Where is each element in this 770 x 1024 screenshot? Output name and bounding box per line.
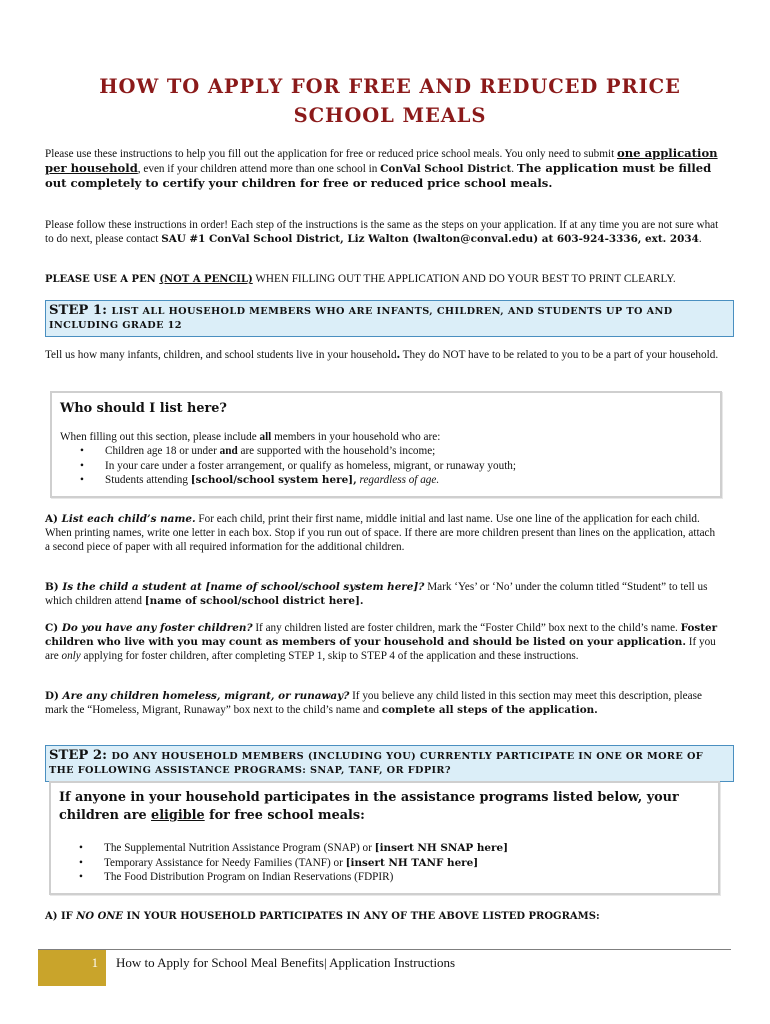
program-list xyxy=(59,841,699,885)
pen-notice: PLEASE USE A PEN (NOT A PENCIL) WHEN FILLING OUT THE APPLICATION AND DO YOUR BEST TO PRINT CLEARLY. xyxy=(45,273,676,285)
list-item: • The Food Distribution Program on Indian Reservations (FDPIR) xyxy=(59,870,699,885)
section-d: D) Are any children homeless, migrant, or runaway? If you believe any child listed in this section may meet this description, please mark the “Homeless, Migrant, Runaway” box next to the child’s name and complete all steps of the application. xyxy=(45,690,702,716)
section-a: A) List each child’s name. For each child, print their first name, middle initial and last name. Use one line of the application for each child. When printing names, write one letter in each box. Stop if you run out of space. If there are more children present than lines on the application, attach a second piece of paper with all required information for the additional children. xyxy=(45,513,716,553)
section-c: C) Do you have any foster children? If any children listed are foster children, mark the “Foster Child” box next to the child’s name. Foster children who live with you may count as members of your household and should be listed on your application. If you are only applying for foster children, after completing STEP 1, skip to STEP 4 of the application and these instructions. xyxy=(45,622,718,662)
who-lead: When filling out this section, please include all members in your household who are: xyxy=(60,431,441,443)
list-item: • Children age 18 or under and are supported with the household’s income; xyxy=(60,444,700,459)
who-should-i-list-box xyxy=(50,391,722,498)
list-item: • The Supplemental Nutrition Assistance Program (SNAP) or [insert NH SNAP here] xyxy=(59,841,699,856)
footer-rule xyxy=(38,949,731,950)
section-a-no-programs: A) IF NO ONE IN YOUR HOUSEHOLD PARTICIPATES IN ANY OF THE ABOVE LISTED PROGRAMS: xyxy=(45,911,600,922)
step-2-header: STEP 2: DO ANY HOUSEHOLD MEMBERS (INCLUDING YOU) CURRENTLY PARTICIPATE IN ONE OR MORE OF THE FOLLOWING ASSISTANCE PROGRAMS: SNAP, TANF, OR FDPIR? xyxy=(45,745,734,782)
instructions-paragraph: Please follow these instructions in order! Each step of the instructions is the same as the steps on your application. If at any time you are not sure what to do next, please contact SAU #1 ConVal School District, Liz Walton (lwalton@conval.edu) at 603-924-3336, ext. 2034. xyxy=(45,219,719,245)
section-b: B) Is the child a student at [name of school/school system here]? Mark ‘Yes’ or ‘No’ under the column titled “Student” to tell us which children attend [name of school/school district here]. xyxy=(45,581,708,607)
footer-title: How to Apply for School Meal Benefits| Application Instructions xyxy=(116,955,456,970)
eligibility-heading: If anyone in your household participates in the assistance programs listed below, your children are eligible for free school meals: xyxy=(59,790,679,823)
step-1-header: STEP 1: LIST ALL HOUSEHOLD MEMBERS WHO ARE INFANTS, CHILDREN, AND STUDENTS UP TO AND INCLUDING GRADE 12 xyxy=(45,300,734,337)
list-item: • Students attending [school/school system here], regardless of age. xyxy=(60,473,700,488)
intro-paragraph: Please use these instructions to help you fill out the application for free or reduced price school meals. You only need to submit one application per household, even if your children attend more than one school in ConVal School District. The application must be filled out completely to certify your children for free or reduced price school meals. xyxy=(45,146,718,190)
list-item: • Temporary Assistance for Needy Families (TANF) or [insert NH TANF here] xyxy=(59,856,699,871)
eligibility-box xyxy=(49,781,720,895)
who-list xyxy=(60,444,700,488)
list-item: • In your care under a foster arrangement, or qualify as homeless, migrant, or runaway youth; xyxy=(60,459,700,474)
household-paragraph: Tell us how many infants, children, and school students live in your household. They do NOT have to be related to you to be a part of your household. xyxy=(45,347,719,362)
page-title: HOW TO APPLY FOR FREE AND REDUCED PRICE SCHOOL MEALS xyxy=(99,75,681,127)
who-heading: Who should I list here? xyxy=(60,401,227,416)
page-number: 1 xyxy=(38,950,106,986)
